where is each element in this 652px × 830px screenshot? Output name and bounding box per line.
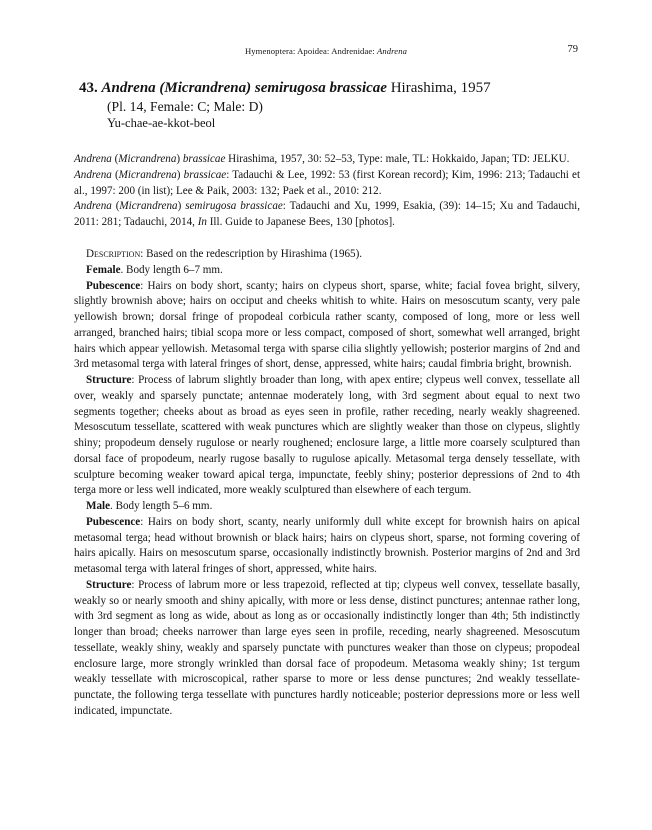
species-name: Andrena (Micrandrena) semirugosa brassicae: [101, 80, 387, 96]
synonymy-list: [74, 152, 580, 231]
female-structure: [74, 373, 580, 499]
running-head: [0, 46, 652, 56]
species-title: [79, 79, 579, 98]
female-heading: [74, 263, 580, 279]
pubescence-label: Pubescence: [86, 515, 141, 528]
synonym-genus: Andrena: [74, 168, 112, 181]
synonym-citation-end: Ill. Guide to Japanese Bees, 130 [photos].: [206, 216, 395, 229]
description-text: : Based on the redescription by Hirashima (1965).: [140, 248, 363, 260]
male-heading: [74, 499, 580, 515]
structure-text: : Process of labrum slightly broader than long, with apex entire; clypeus well convex, tessellate all over, weakly and sparsely punctate; antennae moderately long, with 3rd segment about equal to next two segments together; cheeks about as broad as eyes seen in profile, rather receding, nearly weakly shagreened. Mesoscutum tessellate, scattered with weak punctures which are slightly weaker than those on clypeus, slightly shiny; propodeum densely rugulose or nearly roughened; enclosure large, a little more coarsely sculptured than dorsal face of propodeum, nearly rugose basally to rugulose apically. Metasomal terga densely tessellate, with sculpture becoming weaker toward apical terga, impunctate, feebly shiny; posterior depressions of 2nd to 4th terga more or less well indicated, more weakly sculptured than elsewhere of each tergum.: [74, 374, 580, 497]
synonymy-entry: Andrena (Micrandrena) semirugosa brassicae: Tadauchi and Xu, 1999, Esakia, (39): 14–15; Xu and Tadauchi, 2011: 281; Tadauchi, 2014, In Ill. Guide to Japanese Bees, 130 [photos].: [74, 200, 581, 229]
pubescence-text: : Hairs on body short, scanty; hairs on clypeus short, sparse, white; facial fovea bright, silvery, slightly brownish above; hairs on occiput and cheeks whitish to white. Hairs on mesoscutum scanty, very pale yellowish brown; dorsal fringe of propodeal corbicula rather scanty, composed of long, more or less well arranged, branched hairs; tibial scopa more or less compact, composed of short, somewhat well arranged, bright hairs which appear yellowish. Metasomal terga with sparse cilia slightly yellowish; posterior margins of 2nd and 3rd metasomal terga with lateral fringes of short, dense, appressed, white hairs; caudal fimbria bright, brownish.: [74, 279, 580, 371]
synonym-citation: : Tadauchi & Lee, 1992: 53 (first Korean record); Kim, 1996: 213; Tadauchi et al., 1997: 200 (in list); Lee & Paik, 2003: 132; Paek et al., 2010: 212.: [74, 168, 581, 197]
species-title-block: [79, 79, 579, 131]
synonym-citation: Hirashima, 1957, 30: 52–53, Type: male, TL: Hokkaido, Japan; TD: JELKU.: [225, 153, 570, 165]
synonym-genus: Andrena: [74, 153, 112, 165]
male-label: Male: [86, 500, 111, 512]
male-body-length: . Body length 5–6 mm.: [110, 500, 213, 512]
synonym-genus: Andrena: [74, 200, 112, 213]
synonym-subgenus: Micrandrena: [118, 153, 177, 165]
male-structure: [74, 578, 580, 720]
synonym-species: brassicae: [182, 153, 226, 165]
synonym-citation-in: In: [197, 216, 207, 229]
korean-name: Yu-chae-ae-kkot-beol: [107, 116, 216, 130]
pubescence-label: Pubescence: [86, 279, 141, 292]
synonym-species: semirugosa brassicae: [185, 200, 283, 213]
synonym-subgenus: Micrandrena: [118, 168, 177, 181]
plate-reference: (Pl. 14, Female: C; Male: D): [107, 99, 263, 114]
female-pubescence: [74, 279, 580, 374]
synonymy-entry: Andrena (Micrandrena) brassicae Hirashima, 1957, 30: 52–53, Type: male, TL: Hokkaido, Japan; TD: JELKU.: [74, 153, 570, 165]
running-head-prefix: Hymenoptera: Apoidea: Andrenidae:: [244, 46, 378, 56]
structure-label: Structure: [86, 578, 132, 591]
structure-label: Structure: [86, 374, 132, 386]
structure-text: : Process of labrum more or less trapezoid, reflected at tip; clypeus well convex, tessellate basally, weakly so or nearly smooth and shiny apically, with more or less dense, distinct punctures; antennae rather long, with 3rd segment as long as wide, about as long as or occasionally indistinctly longer than 4th; 5th indistinctly longer than broad; cheeks narrower than large eyes seen in profile, receding, nearly shagreened. Mesoscutum tessellate, weakly shiny, weakly and sparsely punctate with punctures weaker than those on clypeus; propodeal enclosure large, more strongly wrinkled than dorsal face of propodeum. Metasoma weakly shiny; 1st tergum weakly tessellate with microscopical, rather sparse to more or less dense punctures; 2nd weakly tessellate-punctate, the following terga tessellate with punctures hardly noticeable; posterior depressions more or less well indicated, impunctate.: [74, 578, 580, 717]
species-number: 43.: [79, 80, 98, 96]
synonym-species: brassicae: [183, 168, 227, 181]
synonymy-entry: Andrena (Micrandrena) brassicae: Tadauchi & Lee, 1992: 53 (first Korean record); Kim, 1996: 213; Tadauchi et al., 1997: 200 (in list); Lee & Paik, 2003: 132; Paek et al., 2010: 212.: [74, 168, 581, 197]
pubescence-text: : Hairs on body short, scanty, nearly uniformly dull white except for brownish hairs on apical metasomal terga; head without brownish or black hairs; hairs on clypeus short, sparse, not forming covering of hairs apically. Hairs on mesoscutum sparse, occasionally indistinctly brownish. Posterior margins of 2nd and 3rd metasomal terga with lateral fringes of short, appressed, white hairs.: [74, 515, 580, 575]
description-label: Description: [86, 248, 141, 260]
species-author-year: Hirashima, 1957: [390, 80, 491, 96]
synonym-subgenus: Micrandrena: [119, 200, 178, 213]
running-head-genus: Andrena: [377, 46, 407, 56]
page-number: 79: [567, 44, 578, 55]
description-paragraph: [74, 247, 580, 263]
description-body: [74, 247, 580, 720]
female-label: Female: [86, 263, 121, 276]
male-pubescence: [74, 515, 580, 578]
synonym-citation: : Tadauchi and Xu, 1999, Esakia, (39): 14–15; Xu and Tadauchi, 2011: 281; Tadauchi, 2014,: [74, 200, 581, 229]
female-body-length: . Body length 6–7 mm.: [120, 263, 223, 276]
